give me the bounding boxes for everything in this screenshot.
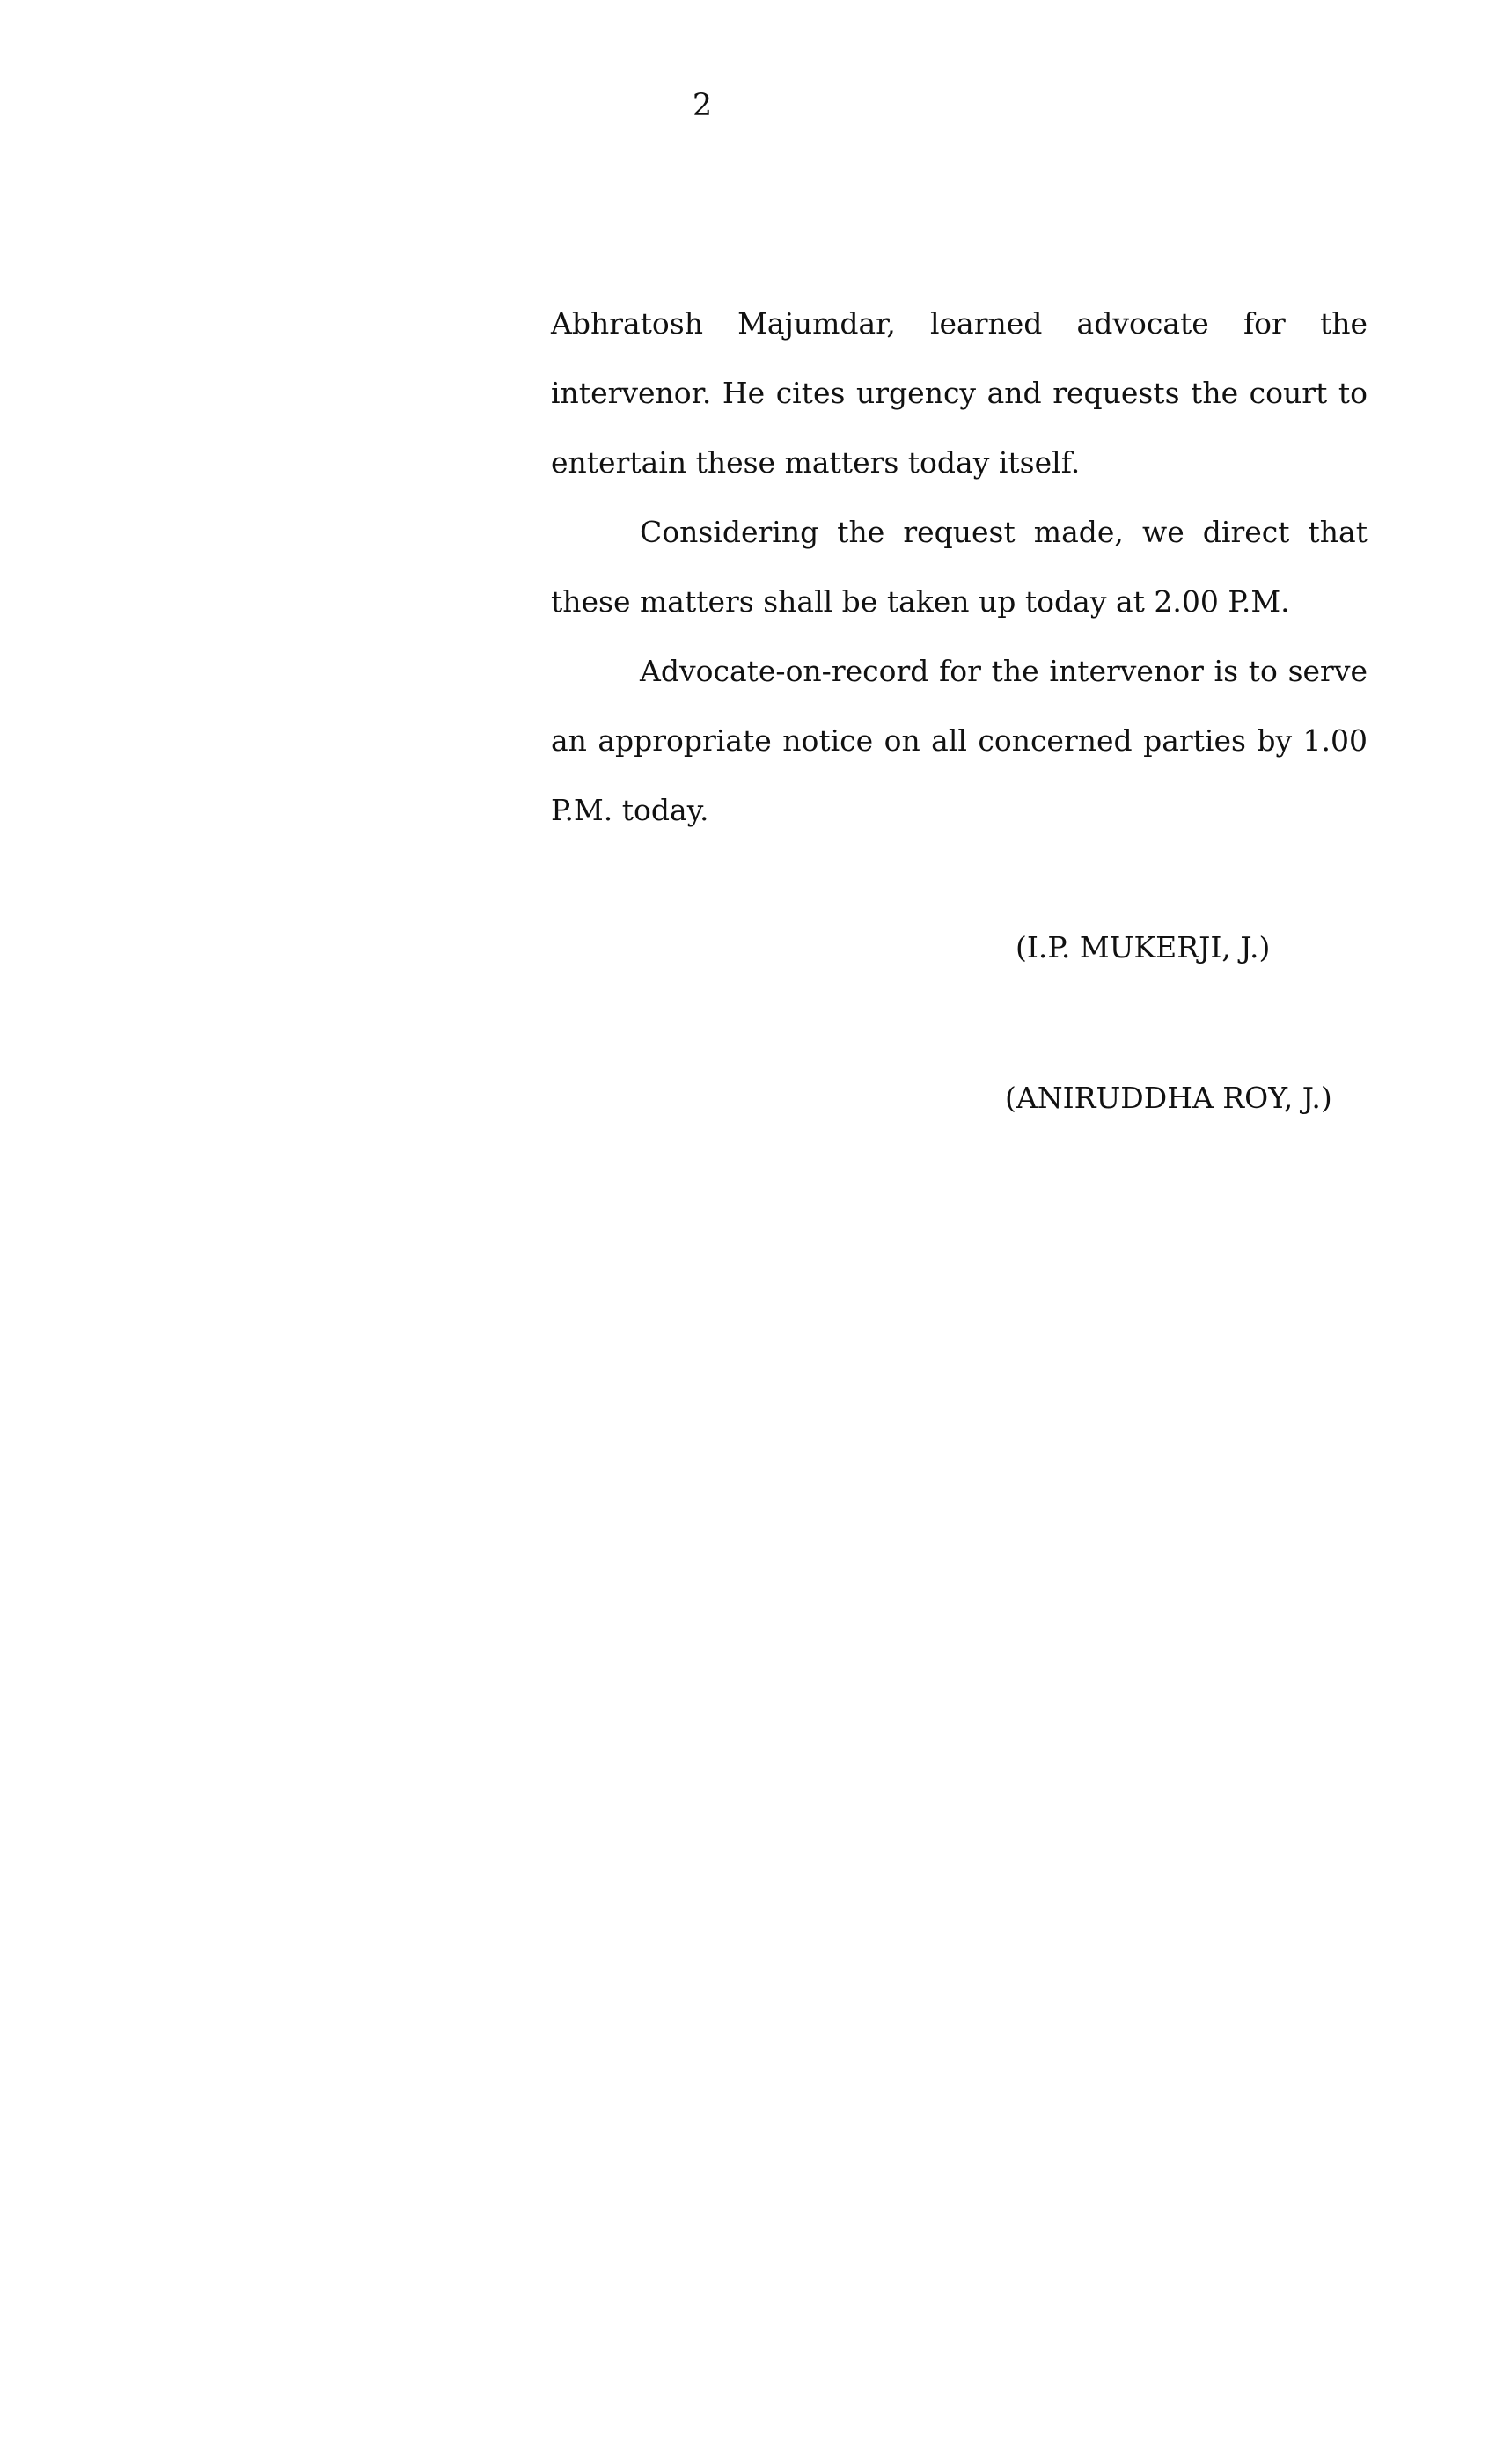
signature-judge-mukerji: (I.P. MUKERJI, J.) [1016,930,1271,964]
paragraph-intervenor-request: Abhratosh Majumdar, learned advocate for the intervenor. He cites urgency and requests the court to entertain these matters today itself. [551,306,1368,480]
paragraph-notice-instruction: Advocate-on-record for the intervenor is to serve an appropriate notice on all concerned parties by 1.00 P.M. today. [551,654,1368,827]
order-body [551,289,1368,845]
signature-judge-roy: (ANIRUDDHA ROY, J.) [1005,1081,1332,1115]
page-number-container [0,84,1496,127]
page-number: 2 [692,88,713,123]
paragraph-court-direction: Considering the request made, we direct that these matters shall be taken up today at 2.00 P.M. [551,515,1368,619]
